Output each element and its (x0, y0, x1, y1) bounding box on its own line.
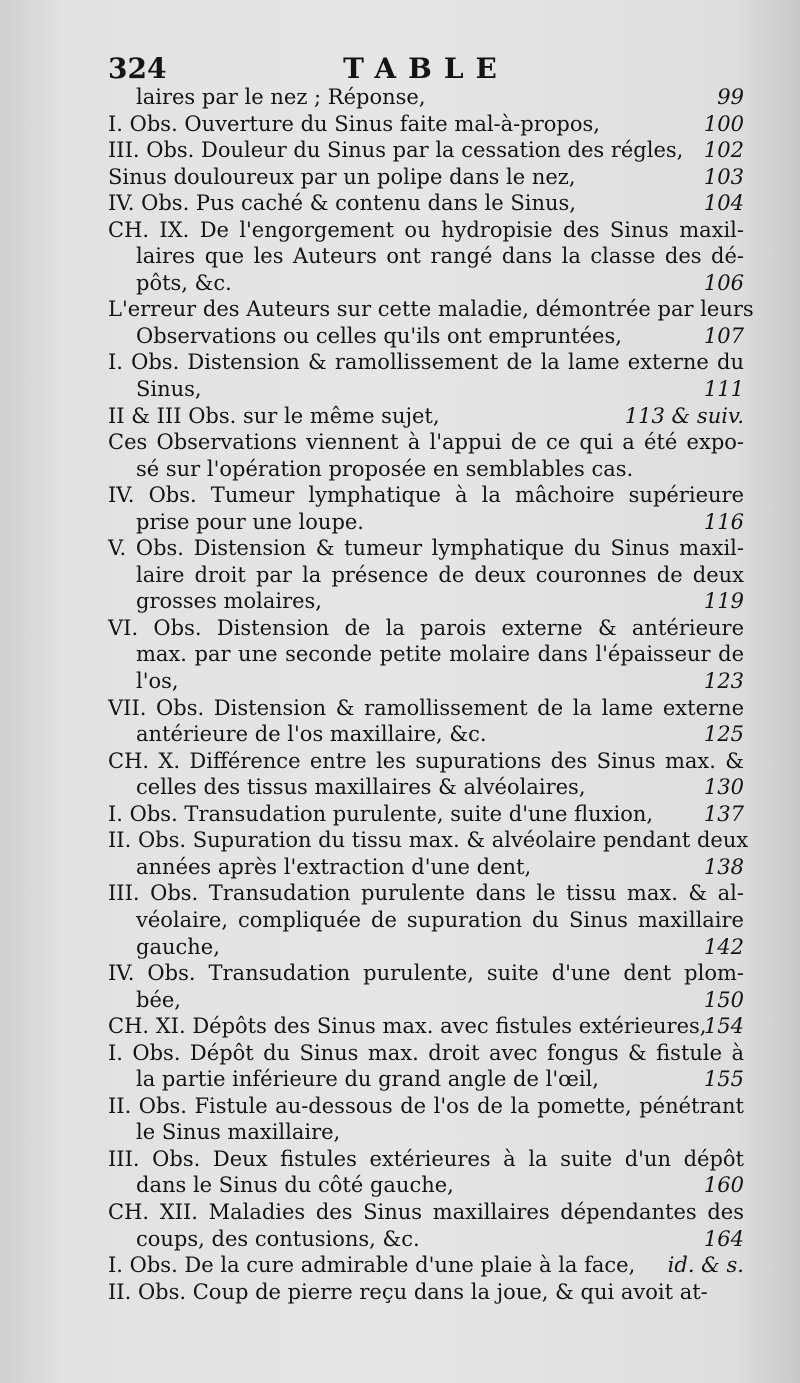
toc-line (108, 695, 744, 722)
toc-line-text: prise pour une loupe. (136, 509, 364, 534)
toc-line-text: dans le Sinus du côté gauche, (136, 1173, 454, 1198)
toc-entry (108, 164, 744, 191)
toc-entry (108, 429, 744, 482)
toc-entry (108, 137, 744, 164)
toc-line-text: II. Obs. Fistule au-dessous de l'os de la pomette, pénétrant (108, 1093, 744, 1118)
toc-page-ref: 99 (717, 85, 744, 109)
toc-line-text: années après l'extraction d'une dent, (136, 854, 532, 879)
toc-page-ref: 104 (703, 191, 744, 216)
toc-line-text: bée, (136, 987, 181, 1012)
toc-line-text: Observations ou celles qu'ils ont empruntées, (136, 323, 622, 348)
toc-line (108, 934, 744, 961)
toc-line (108, 323, 744, 350)
toc-line (108, 1119, 744, 1146)
toc-page-ref: 160 (703, 1173, 744, 1198)
toc-page-ref: 150 (703, 987, 744, 1012)
toc-line-text: I. Obs. De la cure admirable d'une plaie à la face, (108, 1253, 636, 1278)
toc-line-text: CH. XII. Maladies des Sinus maxillaires dépendantes des (108, 1199, 744, 1224)
toc-entry (108, 1279, 744, 1306)
toc-line-text: CH. XI. Dépôts des Sinus max. avec fistules extérieures, (108, 1014, 707, 1039)
toc-entry (108, 1146, 744, 1199)
toc-page-ref: 137 (703, 801, 744, 826)
table-of-contents (108, 84, 754, 1305)
running-head (108, 52, 744, 86)
toc-entry (108, 880, 744, 960)
toc-line-text: antérieure de l'os maxillaire, &c. (136, 722, 487, 747)
toc-page-ref: 155 (703, 1067, 744, 1092)
toc-page-ref: 154 (703, 1014, 744, 1039)
toc-line-text: CH. X. Différence entre les supurations des Sinus max. & (108, 748, 744, 773)
toc-line (108, 190, 744, 217)
toc-entry (108, 535, 744, 615)
toc-line (108, 482, 744, 509)
toc-page-ref: 102 (703, 138, 744, 163)
toc-entry (108, 190, 744, 217)
toc-page-ref: 125 (703, 722, 744, 747)
toc-line (108, 588, 744, 615)
toc-line-text: L'erreur des Auteurs sur cette maladie, démontrée par leurs (108, 297, 754, 322)
toc-line-text: pôts, &c. (136, 270, 232, 295)
toc-entry (108, 403, 744, 430)
toc-line (108, 1226, 744, 1253)
toc-line (108, 907, 744, 934)
toc-line (108, 562, 744, 589)
toc-line-text: CH. IX. De l'engorgement ou hydropisie des Sinus maxil- (108, 217, 744, 242)
toc-page-ref: 103 (703, 164, 744, 189)
toc-line (108, 1013, 744, 1040)
toc-page-ref: 111 (703, 377, 744, 402)
toc-line-text: le Sinus maxillaire, (136, 1120, 341, 1145)
toc-line (108, 429, 744, 456)
toc-line (108, 615, 744, 642)
toc-entry (108, 1252, 744, 1279)
toc-line-text: véolaire, compliquée de supuration du Sinus maxillaire (136, 907, 744, 932)
toc-page-ref: 119 (703, 589, 744, 614)
toc-line (108, 217, 744, 244)
toc-entry (108, 84, 744, 111)
toc-line-text: coups, des contusions, &c. (136, 1226, 420, 1251)
toc-page-ref: 164 (703, 1226, 744, 1251)
toc-line-text: l'os, (136, 669, 179, 694)
toc-line-text: II. Obs. Supuration du tissu max. & alvéolaire pendant deux (108, 828, 749, 853)
toc-entry (108, 482, 744, 535)
toc-line (108, 774, 744, 801)
toc-line (108, 535, 744, 562)
toc-entry (108, 748, 744, 801)
toc-line-text: IV. Obs. Pus caché & contenu dans le Sinus, (108, 191, 576, 216)
toc-line-text: IV. Obs. Tumeur lymphatique à la mâchoire supérieure (108, 483, 744, 508)
toc-line-text: VII. Obs. Distension & ramollissement de la lame externe (108, 695, 744, 720)
toc-line (108, 987, 744, 1014)
toc-line (108, 1040, 744, 1067)
toc-line (108, 1066, 744, 1093)
toc-line (108, 748, 744, 775)
toc-page-ref: 130 (703, 775, 744, 800)
toc-page-ref: 123 (703, 669, 744, 694)
toc-line (108, 1172, 744, 1199)
toc-line (108, 1199, 744, 1226)
toc-entry (108, 1040, 744, 1093)
toc-entry (108, 1013, 744, 1040)
toc-page-ref: 107 (703, 323, 744, 348)
toc-line-text: V. Obs. Distension & tumeur lymphatique du Sinus maxil- (108, 536, 744, 561)
toc-line-text: laires que les Auteurs ont rangé dans la classe des dé- (136, 244, 744, 269)
toc-line (108, 270, 744, 297)
toc-line (108, 509, 744, 536)
toc-entry (108, 296, 754, 349)
toc-line (108, 1252, 744, 1279)
toc-entry (108, 349, 744, 402)
toc-line (108, 456, 744, 483)
page-title: TABLE (343, 52, 509, 85)
toc-line (108, 164, 744, 191)
toc-page-ref: 113 & suiv. (624, 403, 744, 428)
toc-line (108, 721, 744, 748)
toc-line (108, 1093, 744, 1120)
toc-line (108, 801, 744, 828)
toc-line (108, 1279, 744, 1306)
toc-line-text: I. Obs. Dépôt du Sinus max. droit avec fongus & fistule à (108, 1040, 744, 1065)
toc-page-ref: 138 (703, 854, 744, 879)
toc-page-ref: 142 (703, 934, 744, 959)
toc-line-text: max. par une seconde petite molaire dans l'épaisseur de (136, 642, 744, 667)
toc-line-text: laire droit par la présence de deux couronnes de deux (136, 562, 744, 587)
toc-line-text: I. Obs. Transudation purulente, suite d'une fluxion, (108, 801, 654, 826)
toc-line-text: II. Obs. Coup de pierre reçu dans la joue, & qui avoit at- (108, 1279, 708, 1304)
toc-line-text: celles des tissus maxillaires & alvéolaires, (136, 775, 586, 800)
toc-entry (108, 217, 744, 297)
toc-line-text: III. Obs. Douleur du Sinus par la cessation des régles, (108, 138, 684, 163)
toc-line (108, 854, 744, 881)
toc-entry (108, 960, 744, 1013)
toc-line-text: la partie inférieure du grand angle de l'œil, (136, 1067, 599, 1092)
toc-line-text: I. Obs. Distension & ramollissement de la lame externe du (108, 350, 744, 375)
toc-line (108, 960, 744, 987)
toc-page-ref: id. & s. (667, 1253, 744, 1278)
toc-line (108, 668, 744, 695)
toc-line-text: Sinus douloureux par un polipe dans le nez, (108, 164, 576, 189)
toc-line (108, 641, 744, 668)
toc-line (108, 111, 744, 138)
toc-line-text: sé sur l'opération proposée en semblables cas. (136, 456, 634, 481)
toc-line (108, 403, 744, 430)
toc-line (108, 137, 744, 164)
toc-line-text: VI. Obs. Distension de la parois externe & antérieure (108, 615, 744, 640)
toc-line-text: III. Obs. Deux fistules extérieures à la suite d'un dépôt (108, 1146, 744, 1171)
toc-page-ref: 116 (703, 509, 744, 534)
toc-line-text: Ces Observations viennent à l'appui de ce qui a été expo- (108, 430, 744, 455)
toc-page-ref: 106 (703, 270, 744, 295)
toc-line-text: II & III Obs. sur le même sujet, (108, 403, 440, 428)
toc-line-text: IV. Obs. Transudation purulente, suite d'une dent plom- (108, 961, 744, 986)
page-number: 324 (108, 52, 167, 85)
toc-entry (108, 1093, 744, 1146)
toc-line (108, 1146, 744, 1173)
toc-line-text: gauche, (136, 934, 220, 959)
toc-line (108, 296, 754, 323)
toc-line (108, 880, 744, 907)
toc-entry (108, 111, 744, 138)
toc-line (108, 84, 744, 111)
toc-entry (108, 615, 744, 695)
toc-line-text: I. Obs. Ouverture du Sinus faite mal-à-propos, (108, 111, 600, 136)
toc-entry (108, 827, 749, 880)
toc-line (108, 827, 749, 854)
toc-line-text: laires par le nez ; Réponse, (136, 85, 426, 109)
toc-entry (108, 695, 744, 748)
toc-line-text: Sinus, (136, 377, 202, 402)
toc-entry (108, 1199, 744, 1252)
toc-page-ref: 100 (703, 111, 744, 136)
toc-line (108, 243, 744, 270)
toc-line-text: grosses molaires, (136, 589, 322, 614)
toc-line (108, 376, 744, 403)
toc-entry (108, 801, 744, 828)
toc-line (108, 349, 744, 376)
toc-line-text: III. Obs. Transudation purulente dans le tissu max. & al- (108, 881, 744, 906)
